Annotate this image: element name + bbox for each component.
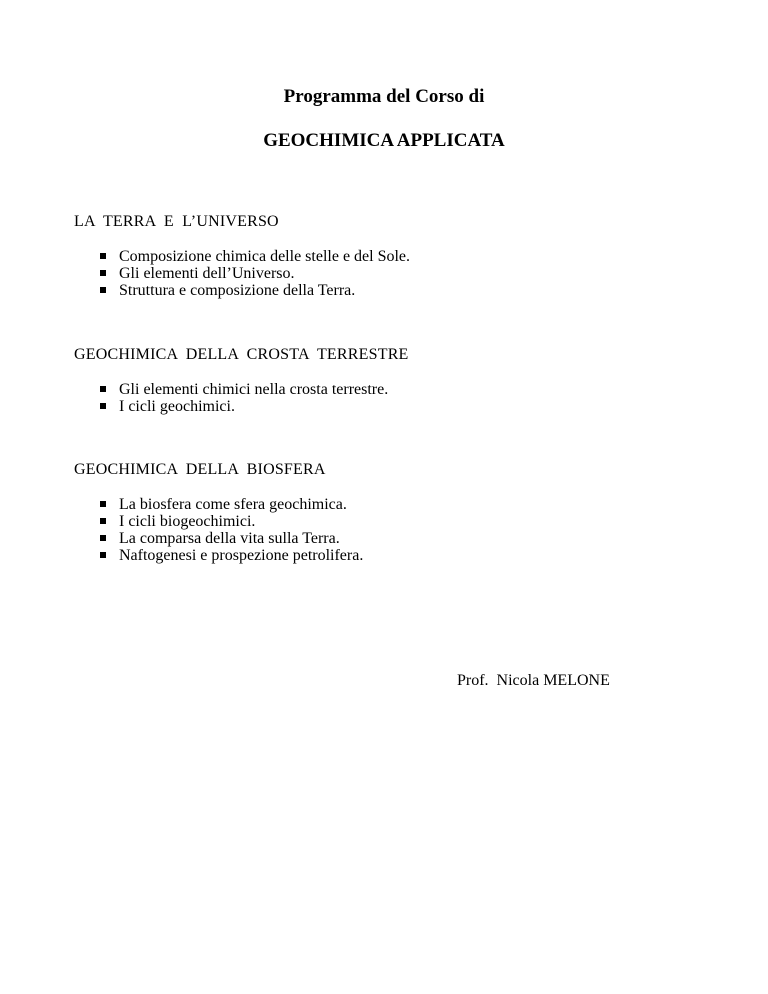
section-crosta-terrestre (74, 345, 694, 415)
list-item-text: Naftogenesi e prospezione petrolifera. (119, 547, 364, 564)
professor-signature: Prof. Nicola MELONE (457, 672, 610, 689)
list-item-text: Composizione chimica delle stelle e del Sole. (119, 248, 411, 265)
square-bullet-icon (100, 501, 106, 507)
square-bullet-icon (100, 253, 106, 259)
document-title: Programma del Corso di (283, 86, 485, 107)
section-terra-universo (74, 212, 694, 299)
square-bullet-icon (100, 552, 106, 558)
list-item (74, 530, 694, 547)
topic-list (74, 248, 694, 299)
list-item (74, 398, 694, 415)
list-item-text: Struttura e composizione della Terra. (119, 282, 356, 299)
list-item (74, 381, 694, 398)
square-bullet-icon (100, 518, 106, 524)
square-bullet-icon (100, 287, 106, 293)
course-name: GEOCHIMICA APPLICATA (263, 130, 505, 151)
list-item (74, 265, 694, 282)
list-item-text: Gli elementi chimici nella crosta terrestre. (119, 381, 389, 398)
list-item-text: Gli elementi dell’Universo. (119, 265, 295, 282)
list-item (74, 513, 694, 530)
square-bullet-icon (100, 270, 106, 276)
list-item-text: I cicli biogeochimici. (119, 513, 256, 530)
list-item (74, 282, 694, 299)
list-item (74, 496, 694, 513)
list-item (74, 547, 694, 564)
topic-list (74, 496, 694, 564)
list-item-text: La biosfera come sfera geochimica. (119, 496, 347, 513)
square-bullet-icon (100, 386, 106, 392)
section-heading: GEOCHIMICA DELLA CROSTA TERRESTRE (74, 346, 409, 363)
list-item (74, 248, 694, 265)
section-biosfera (74, 460, 694, 564)
square-bullet-icon (100, 403, 106, 409)
topic-list (74, 381, 694, 415)
section-heading: LA TERRA E L’UNIVERSO (74, 213, 279, 230)
list-item-text: I cicli geochimici. (119, 398, 235, 415)
section-heading: GEOCHIMICA DELLA BIOSFERA (74, 461, 326, 478)
list-item-text: La comparsa della vita sulla Terra. (119, 530, 340, 547)
square-bullet-icon (100, 535, 106, 541)
